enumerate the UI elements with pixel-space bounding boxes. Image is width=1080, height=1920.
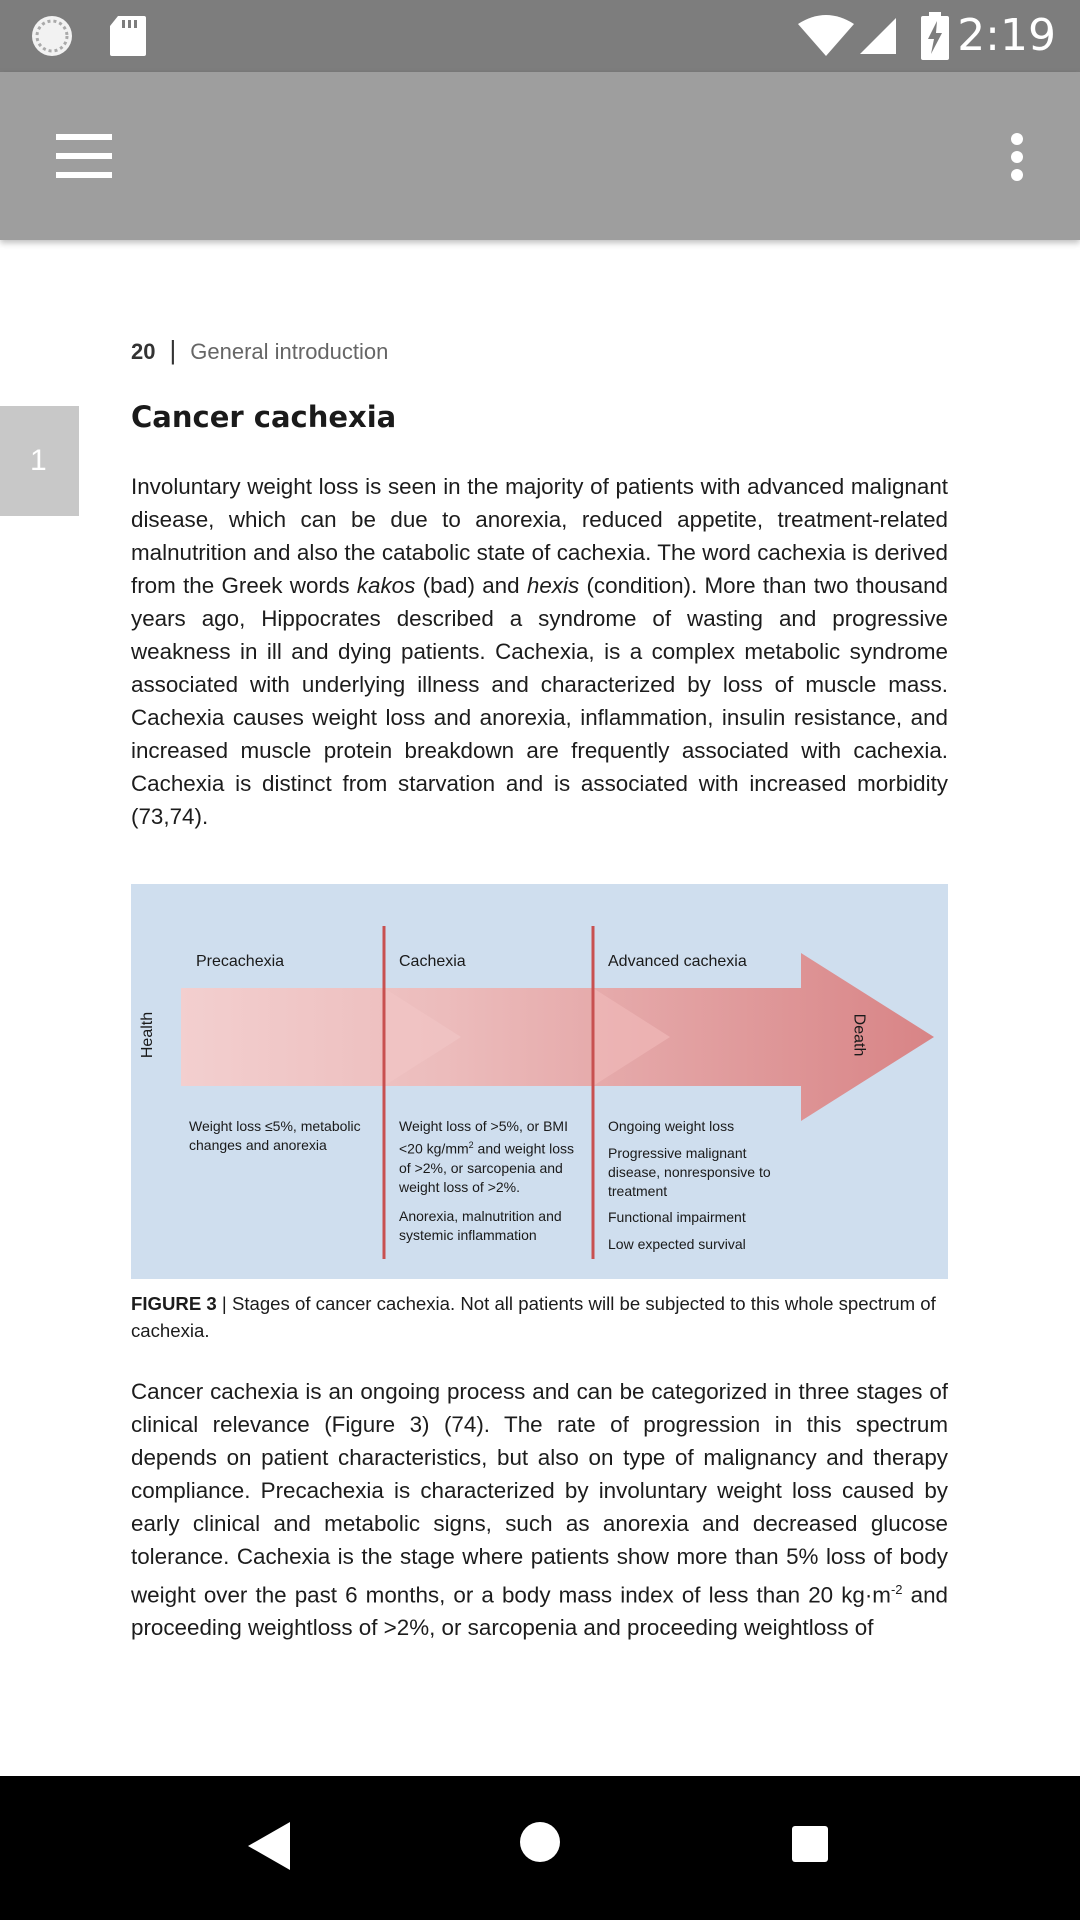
- death-label: Death: [850, 1013, 868, 1057]
- figure-caption: FIGURE 3 | Stages of cancer cachexia. Not all patients will be subjected to this whole spectrum of cachexia.: [131, 1293, 936, 1341]
- progression-arrow: [181, 953, 934, 1121]
- section-heading: Cancer cachexia: [131, 400, 397, 434]
- wifi-icon: [796, 14, 856, 58]
- advanced-description-4: Low expected survival: [608, 1236, 746, 1252]
- header-separator: |: [169, 335, 177, 365]
- advanced-description-1: Ongoing weight loss: [608, 1118, 735, 1134]
- signal-icon: [858, 16, 898, 56]
- recents-icon[interactable]: [790, 1824, 830, 1864]
- cachexia-description-1: Weight loss of >5%, or BMI <20 $kg/mm^2$ and weight loss of >2%, or sarcopenia and weight loss of >2%.: [399, 1118, 575, 1195]
- cachexia-description-2: Anorexia, malnutrition and systemic inflammation: [399, 1208, 562, 1243]
- stage-label-precachexia: Precachexia: [196, 953, 285, 970]
- chapter-number: 1: [30, 444, 47, 477]
- body-paragraph-1: Involuntary weight loss is seen in the majority of patients with advanced malignant disease, which can be due to anorexia, reduced appetite, treatment-related malnutrition and also the catabolic state of cachexia. The word cachexia is derived from the Greek words kakos (bad) and hexis (condition). More than two thousand years ago, Hippocrates described a syndrome of wasting and progressive weakness in ill and dying patients. Cachexia, is a complex metabolic syndrome associated with underlying illness and characterized by loss of muscle mass. Cachexia causes weight loss and anorexia, inflammation, insulin resistance, and increased muscle protein breakdown are frequently associated with cachexia. Cachexia is distinct from starvation and is associated with increased morbidity (73,74).: [131, 474, 948, 829]
- stage-label-advanced: Advanced cachexia: [608, 953, 747, 970]
- sync-icon: [30, 14, 74, 58]
- menu-icon[interactable]: [50, 128, 118, 184]
- body-paragraph-2: Cancer cachexia is an ongoing process and can be categorized in three stages of clinical relevance (Figure 3) (74). The rate of progression in this spectrum depends on patient characteristics, but also on type of malignancy and therapy compliance. Precachexia is characterized by involuntary weight loss caused by early clinical and metabolic signs, such as anorexia and decreased glucose tolerance. Cachexia is the stage where patients show more than 5% loss of body weight over the past 6 months, or a body mass index of less than 20 $kg\cdot m^{-2}$ and proceeding weightloss of >2%, or sarcopenia and proceeding weightloss of: [131, 1379, 948, 1641]
- figure-label: FIGURE 3: [131, 1293, 217, 1314]
- precachexia-description: Weight loss ≤5%, metabolic changes and anorexia: [189, 1118, 361, 1153]
- back-icon[interactable]: [246, 1820, 292, 1872]
- battery-charging-icon: [920, 12, 950, 60]
- chapter-tab: [0, 406, 79, 516]
- stage-label-cachexia: Cachexia: [399, 953, 466, 970]
- more-vert-icon[interactable]: [982, 122, 1052, 192]
- page-header: [131, 335, 388, 366]
- advanced-description-3: Functional impairment: [608, 1209, 746, 1225]
- page-number: 20: [131, 339, 156, 364]
- section-title: General introduction: [190, 339, 389, 364]
- advanced-description-2: Progressive malignant disease, nonresponsive to treatment: [608, 1145, 771, 1199]
- home-icon[interactable]: [518, 1820, 562, 1864]
- caption-text: Stages of cancer cachexia. Not all patients will be subjected to this whole spectrum of cachexia.: [131, 1293, 936, 1341]
- sd-card-icon: [106, 14, 150, 58]
- status-time: 2:19: [957, 10, 1056, 61]
- navigation-bar: [0, 1776, 1080, 1920]
- health-label: Health: [139, 1011, 157, 1059]
- app-bar: [0, 72, 1080, 240]
- figure-cachexia-stages: [131, 884, 948, 1279]
- status-bar: [0, 0, 1080, 72]
